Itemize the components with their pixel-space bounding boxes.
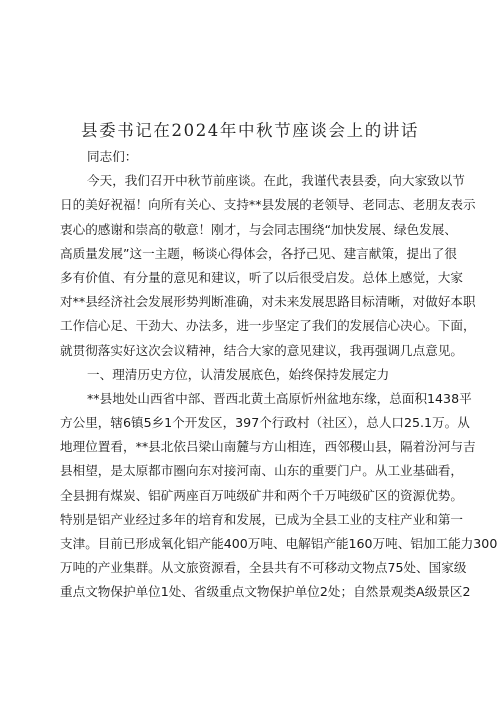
paragraph-line: 方公里，辖6镇5乡1个开发区，397个行政村（社区），总人口25.1万。从 <box>60 415 470 431</box>
paragraph-line: **县地处山西省中部、晋西北黄土高原忻州盆地东缘，总面积1438平 <box>87 390 472 406</box>
paragraph-line: 支津。目前已形成氧化铝产能400万吨、电解铝产能160万吨、铝加工能力300 <box>60 536 498 551</box>
paragraph-line: 重点文物保护单位1处、省级重点文物保护单位2处；自然景观类A级景区2 <box>60 584 471 600</box>
paragraph-line: 全县拥有煤炭、铝矿两座百万吨级矿井和两个千万吨级矿区的资源优势。 <box>60 487 463 503</box>
paragraph-line: 就贯彻落实好这次会议精神，结合大家的意见建议，我再强调几点意见。 <box>60 342 463 358</box>
paragraph-line: 高质量发展”这一主题，畅谈心得体会，各抒己见、建言献策，提出了很 <box>60 245 457 261</box>
paragraph-line: 今天，我们召开中秋节前座谈。在此，我谨代表县委，向大家致以节 <box>87 173 465 189</box>
paragraph-line: 万吨的产业集群。从文旅资源看，全县共有不可移动文物点75处、国家级 <box>60 560 467 576</box>
paragraph-line: 地理位置看，**县北依吕梁山南麓与方山相连，西邻稷山县，隔着汾河与吉 <box>60 439 476 455</box>
section-heading: 一、理清历史方位，认清发展底色，始终保持发展定力 <box>87 366 390 382</box>
paragraph-line: 衷心的感谢和崇高的敬意！刚才，与会同志围绕“加快发展、绿色发展、 <box>60 221 457 237</box>
speech-body <box>60 145 498 605</box>
paragraph-line: 对**县经济社会发展形势判断准确，对未来发展思路目标清晰，对做好本职 <box>60 294 476 310</box>
paragraph-line: 县相望，是太原都市圈向东对接河南、山东的重要门户。从工业基础看， <box>60 463 463 479</box>
document-title: 县委书记在2024年中秋节座谈会上的讲话 <box>81 121 419 140</box>
salutation-line: 同志们： <box>87 149 138 164</box>
paragraph-line: 工作信心足、干劲大、办法多，进一步坚定了我们的发展信心决心。下面， <box>60 318 476 334</box>
paragraph-line: 特别是铝产业经过多年的培育和发展，已成为全县工业的支柱产业和第一 <box>60 511 463 527</box>
paragraph-line: 日的美好祝福！向所有关心、支持**县发展的老领导、老同志、老朋友表示 <box>60 197 476 213</box>
paragraph-line: 多有价值、有分量的意见和建议，听了以后很受启发。总体上感觉，大家 <box>60 269 463 285</box>
